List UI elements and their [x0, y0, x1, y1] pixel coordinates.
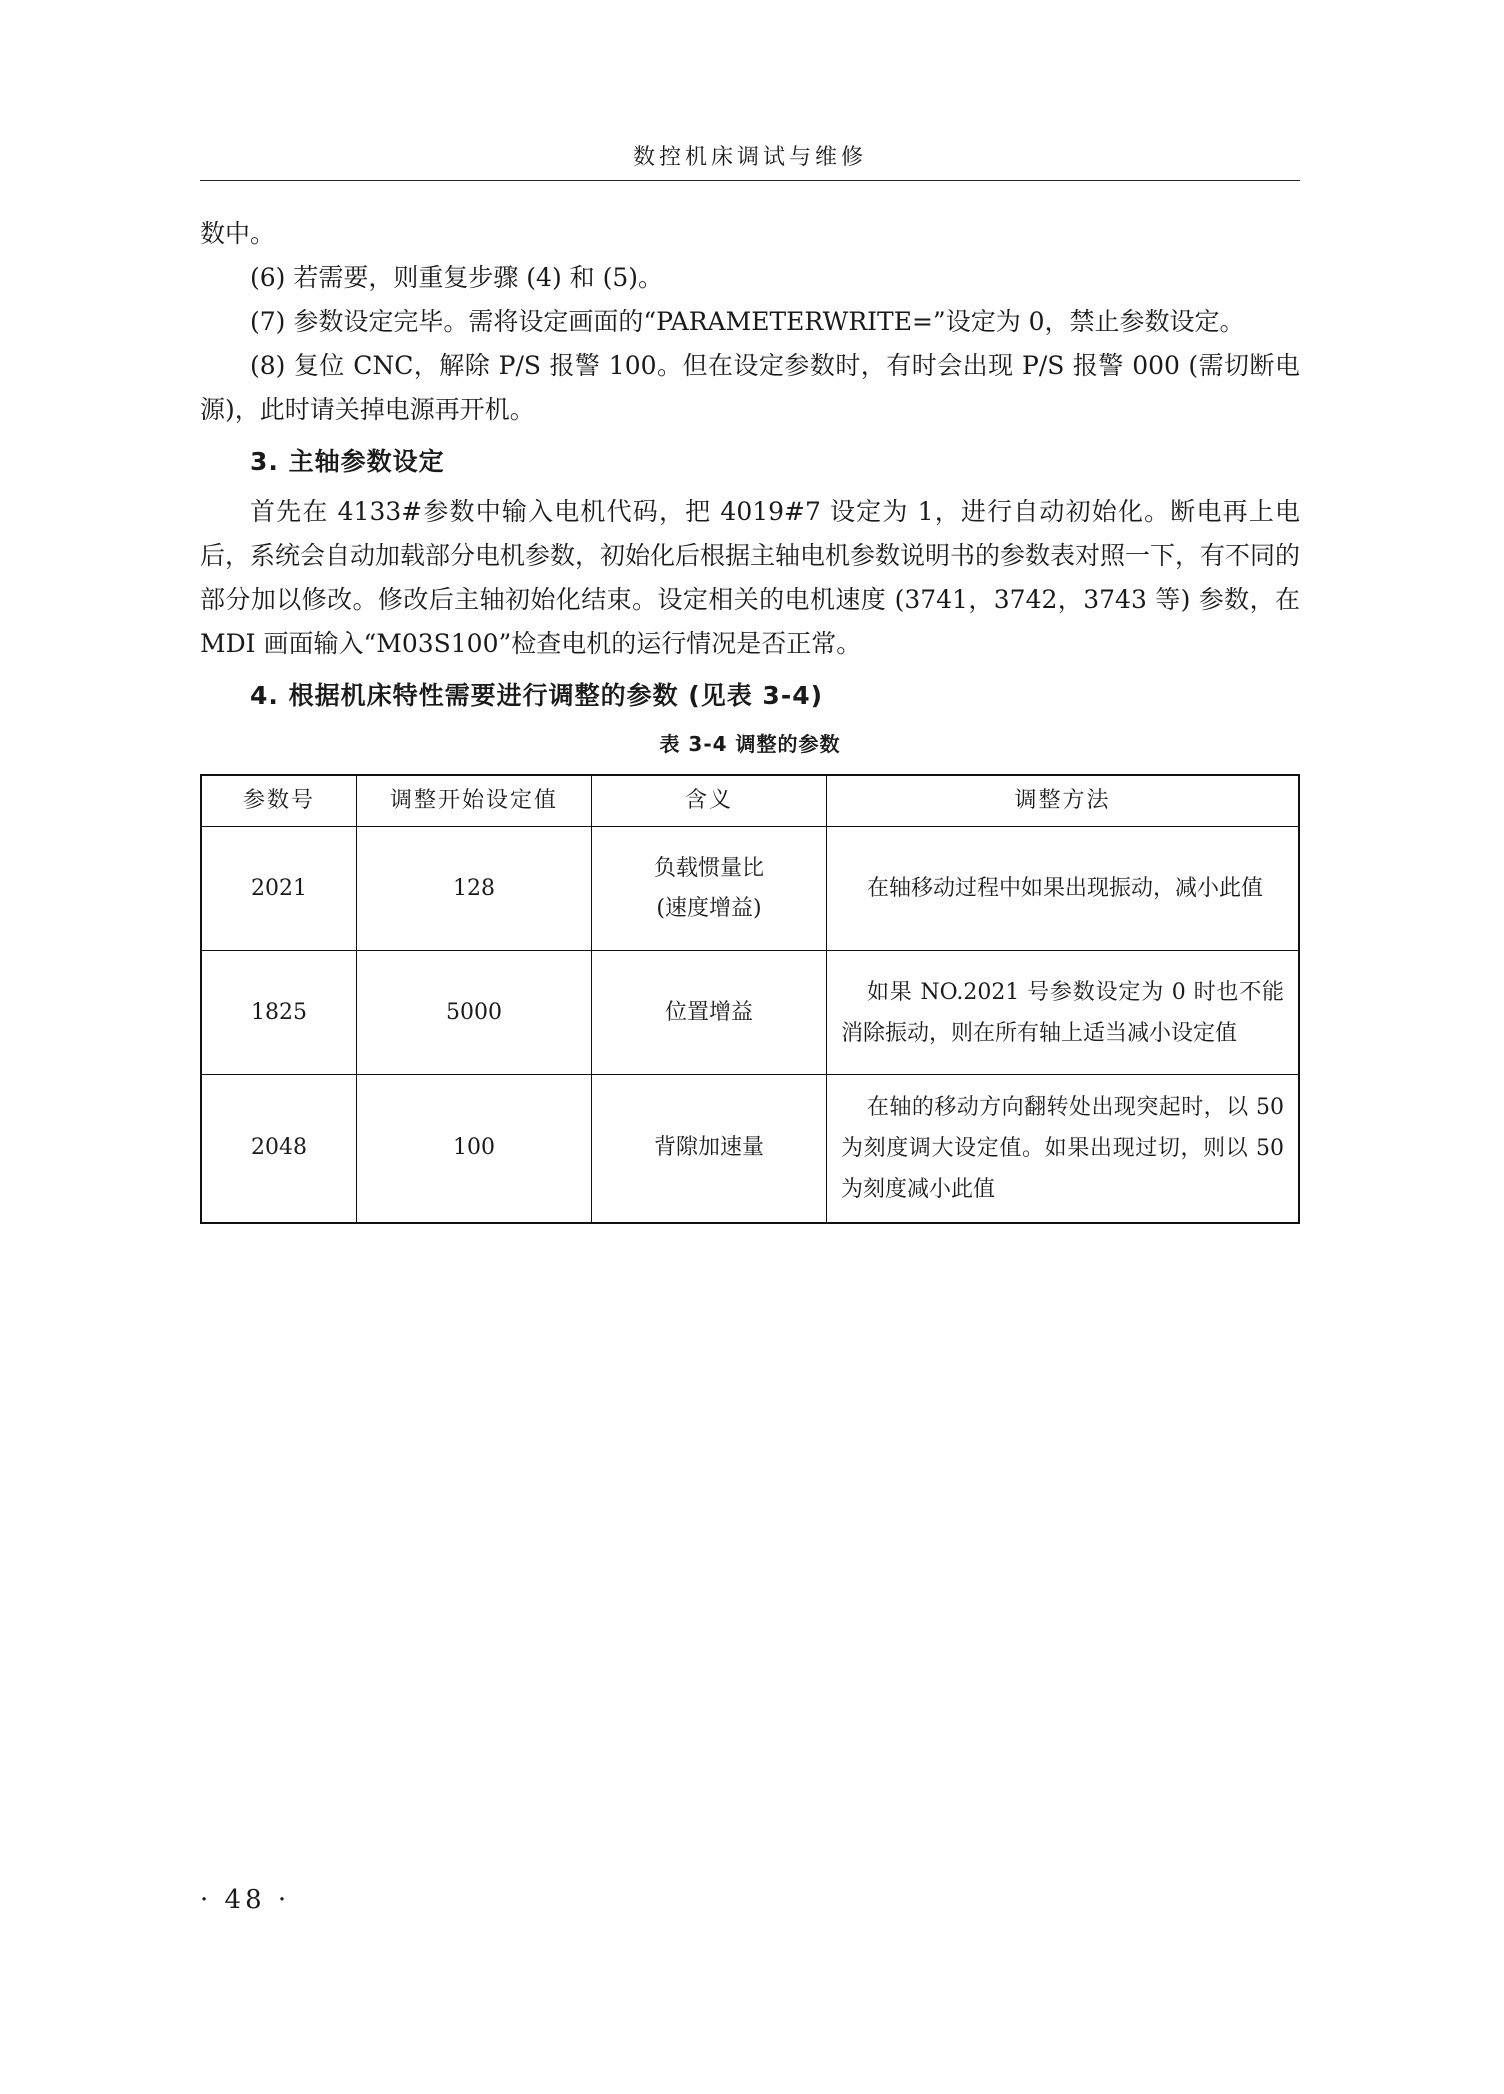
page-body	[200, 212, 1300, 1224]
table-caption: 表 3-4 调整的参数	[659, 732, 841, 756]
parameter-table	[200, 774, 1300, 1224]
section-heading-adjust: 4. 根据机床特性需要进行调整的参数 (见表 3-4)	[250, 681, 824, 710]
paragraph-step-6: (6) 若需要，则重复步骤 (4) 和 (5)。	[250, 263, 664, 292]
meaning-line: (速度增益)	[656, 895, 762, 921]
running-header: 数控机床调试与维修	[632, 145, 867, 170]
meaning-line: 负载惯量比	[653, 855, 764, 881]
cell-method: 在轴的移动方向翻转处出现突起时，以 50 为刻度调大设定值。如果出现过切，则以 50 为刻度减小此值	[827, 1075, 1300, 1223]
table-row	[201, 1075, 1299, 1223]
cell-meaning	[592, 951, 827, 1075]
column-header-start-value: 调整开始设定值	[357, 775, 592, 827]
meaning-line: 位置增益	[664, 999, 753, 1025]
header-rule	[200, 180, 1300, 181]
cell-start-value: 128	[357, 827, 592, 951]
table-row	[201, 827, 1299, 951]
section-heading-spindle: 3. 主轴参数设定	[250, 447, 445, 476]
paragraph-continuation: 数中。	[200, 219, 276, 248]
paragraph-spindle: 首先在 4133#参数中输入电机代码，把 4019#7 设定为 1，进行自动初始化。断电再上电后，系统会自动加载部分电机参数，初始化后根据主轴电机参数说明书的参数表对照一下，有不同的部分加以修改。修改后主轴初始化结束。设定相关的电机速度 (3741，3742，3743 等) 参数，在 MDI 画面输入“M03S100”检查电机的运行情况是否正常。	[200, 497, 1301, 658]
cell-start-value: 5000	[357, 951, 592, 1075]
column-header-method: 调整方法	[827, 775, 1300, 827]
cell-param: 2021	[201, 827, 357, 951]
cell-meaning	[592, 827, 827, 951]
meaning-line: 背隙加速量	[653, 1135, 764, 1161]
table-header-row	[201, 775, 1299, 827]
cell-param: 2048	[201, 1075, 357, 1223]
cell-start-value: 100	[357, 1075, 592, 1223]
paragraph-step-8: (8) 复位 CNC，解除 P/S 报警 100。但在设定参数时，有时会出现 P/S 报警 000 (需切断电源)，此时请关掉电源再开机。	[200, 351, 1300, 424]
paragraph-step-7: (7) 参数设定完毕。需将设定画面的“PARAMETERWRITE=”设定为 0，禁止参数设定。	[250, 307, 1245, 336]
column-header-meaning: 含义	[592, 775, 827, 827]
cell-method: 在轴移动过程中如果出现振动，减小此值	[827, 827, 1300, 951]
table-row	[201, 951, 1299, 1075]
page-number: · 48 ·	[200, 1885, 291, 1915]
column-header-param: 参数号	[201, 775, 357, 827]
cell-param: 1825	[201, 951, 357, 1075]
cell-meaning	[592, 1075, 827, 1223]
cell-method: 如果 NO.2021 号参数设定为 0 时也不能消除振动，则在所有轴上适当减小设定值	[827, 951, 1300, 1075]
